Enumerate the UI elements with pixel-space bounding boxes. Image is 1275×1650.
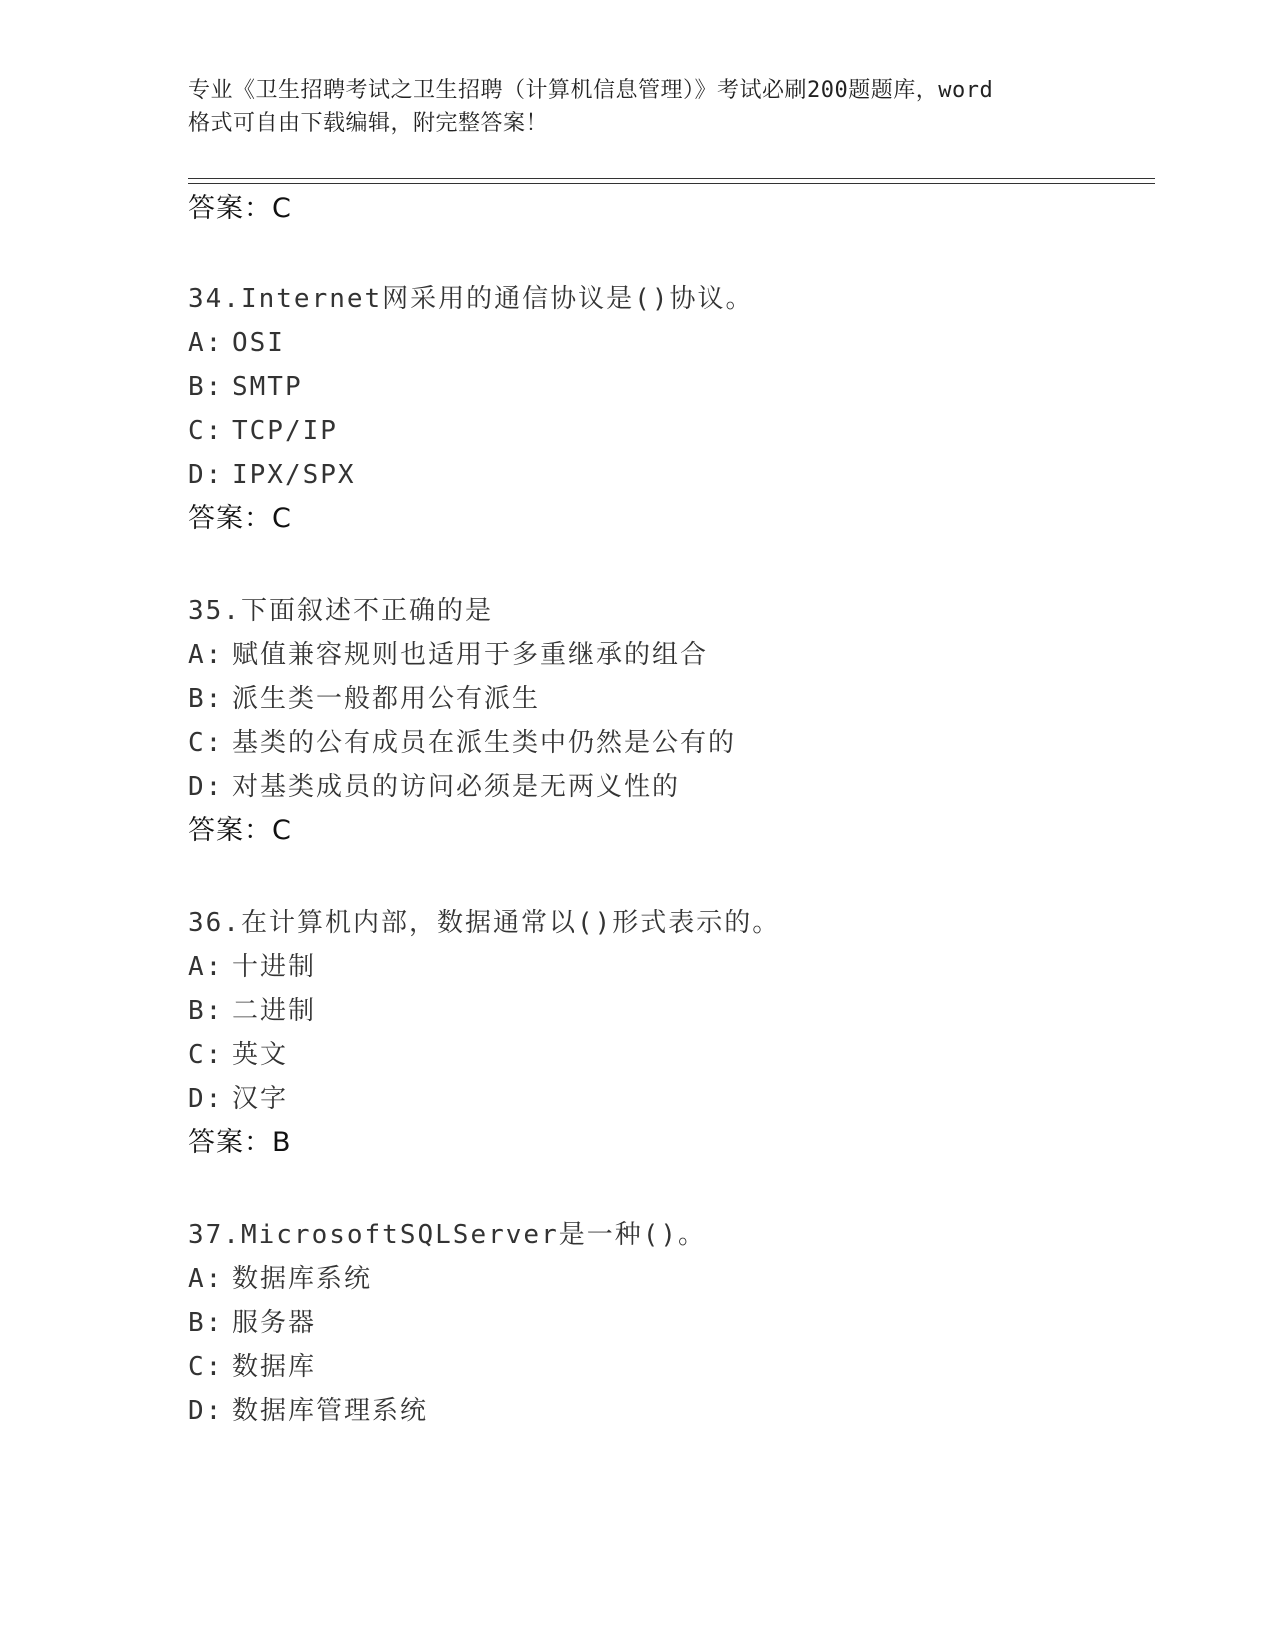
question-35-option-d bbox=[188, 769, 680, 805]
option-text: 数据库管理系统 bbox=[232, 1396, 429, 1426]
option-letter: A: bbox=[188, 1264, 224, 1294]
question-37-option-c bbox=[188, 1349, 316, 1385]
question-36-answer: 答案：B bbox=[188, 1127, 292, 1158]
option-letter: B: bbox=[188, 372, 224, 402]
document-header bbox=[188, 74, 1088, 140]
option-letter: A: bbox=[188, 640, 224, 670]
option-text: 服务器 bbox=[232, 1308, 317, 1338]
question-36-option-b bbox=[188, 993, 316, 1029]
option-letter: D: bbox=[188, 1396, 224, 1426]
option-letter: C: bbox=[188, 1040, 224, 1070]
question-35-answer: 答案：C bbox=[188, 815, 292, 846]
option-text: 赋值兼容规则也适用于多重继承的组合 bbox=[232, 640, 709, 670]
option-text: 数据库 bbox=[232, 1352, 317, 1382]
header-divider-top bbox=[188, 178, 1155, 179]
question-37-option-d bbox=[188, 1393, 428, 1429]
question-35-option-b bbox=[188, 681, 540, 717]
option-letter: B: bbox=[188, 684, 224, 714]
option-text: IPX/SPX bbox=[232, 460, 356, 490]
option-letter: D: bbox=[188, 772, 224, 802]
question-35-option-c bbox=[188, 725, 736, 761]
option-text: 汉字 bbox=[232, 1084, 289, 1114]
option-text: 数据库系统 bbox=[232, 1264, 373, 1294]
option-text: 基类的公有成员在派生类中仍然是公有的 bbox=[232, 728, 737, 758]
question-36-option-a bbox=[188, 949, 316, 985]
option-letter: A: bbox=[188, 952, 224, 982]
option-letter: B: bbox=[188, 996, 224, 1026]
option-letter: A: bbox=[188, 328, 224, 358]
question-37-option-b bbox=[188, 1305, 316, 1341]
question-34-option-c bbox=[188, 413, 338, 449]
header-divider-bottom bbox=[188, 183, 1155, 184]
option-text: TCP/IP bbox=[232, 416, 338, 446]
option-text: 派生类一般都用公有派生 bbox=[232, 684, 541, 714]
question-34-title: 34.Internet网采用的通信协议是()协议。 bbox=[188, 284, 754, 314]
question-34-option-a bbox=[188, 325, 285, 361]
option-text: 英文 bbox=[232, 1040, 289, 1070]
option-letter: B: bbox=[188, 1308, 224, 1338]
question-37-option-a bbox=[188, 1261, 372, 1297]
header-line-2: 格式可自由下载编辑，附完整答案！ bbox=[188, 111, 549, 136]
option-letter: C: bbox=[188, 728, 224, 758]
question-36-title: 36.在计算机内部，数据通常以()形式表示的。 bbox=[188, 908, 781, 938]
header-line-1: 专业《卫生招聘考试之卫生招聘（计算机信息管理）》考试必刷200题题库，word bbox=[188, 78, 994, 103]
question-36-option-d bbox=[188, 1081, 288, 1117]
option-letter: C: bbox=[188, 416, 224, 446]
option-text: SMTP bbox=[232, 372, 303, 402]
question-36-option-c bbox=[188, 1037, 288, 1073]
question-35-title: 35.下面叙述不正确的是 bbox=[188, 596, 493, 626]
option-letter: D: bbox=[188, 1084, 224, 1114]
question-34-option-d bbox=[188, 457, 356, 493]
answer-previous: 答案：C bbox=[188, 193, 292, 224]
option-text: 十进制 bbox=[232, 952, 317, 982]
question-34-option-b bbox=[188, 369, 303, 405]
question-35-option-a bbox=[188, 637, 708, 673]
option-letter: D: bbox=[188, 460, 224, 490]
option-letter: C: bbox=[188, 1352, 224, 1382]
question-34-answer: 答案：C bbox=[188, 503, 292, 534]
option-text: OSI bbox=[232, 328, 285, 358]
question-37-title: 37.MicrosoftSQLServer是一种()。 bbox=[188, 1220, 707, 1250]
option-text: 对基类成员的访问必须是无两义性的 bbox=[232, 772, 681, 802]
option-text: 二进制 bbox=[232, 996, 317, 1026]
